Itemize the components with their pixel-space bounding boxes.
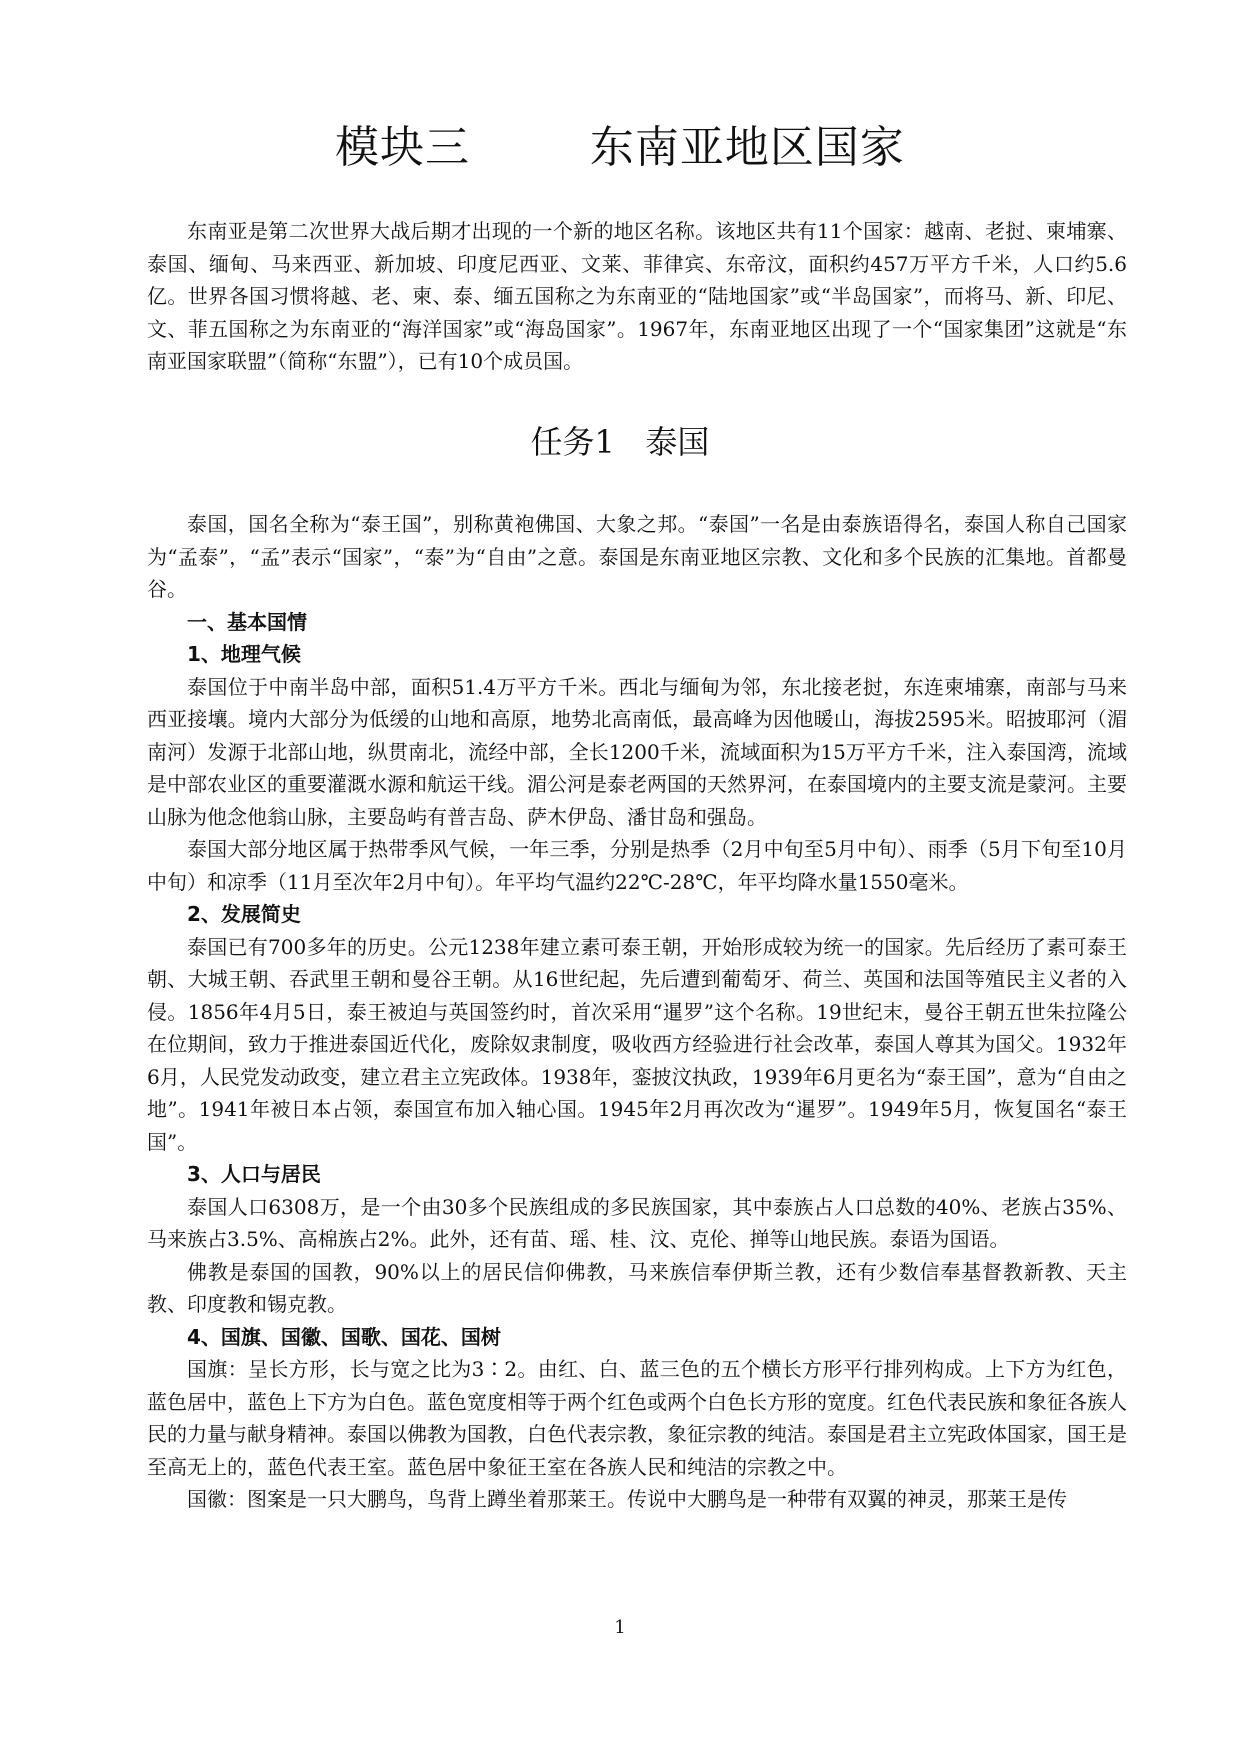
population-paragraph: 泰国人口6308万，是一个由30多个民族组成的多民族国家，其中泰族占人口总数的40%、老族占35%、马来族占3.5%、高棉族占2%。此外，还有苗、瑶、桂、汶、克伦、掸等山地民族。泰语为国语。 bbox=[147, 1194, 1127, 1251]
geography-paragraph: 泰国位于中南半岛中部，面积51.4万平方千米。西北与缅甸为邻，东北接老挝，东连柬埔寨，南部与马来西亚接壤。境内大部分为低缓的山地和高原，地势北高南低，最高峰为因他暖山，海拔2595米。昭披耶河（湄南河）发源于北部山地，纵贯南北，流经中部，全长1200千米，流域面积为15万平方千米，注入泰国湾，流域是中部农业区的重要灌溉水源和航运干线。湄公河是泰老两国的天然界河，在泰国境内的主要支流是蒙河。主要山脉为他念他翁山脉，主要岛屿有普吉岛、萨木伊岛、潘甘岛和强岛。 bbox=[147, 674, 1127, 829]
subsection-heading-population: 3、人口与居民 bbox=[187, 1162, 321, 1186]
task-title: 任务1 泰国 bbox=[530, 423, 710, 461]
overview-paragraph: 泰国，国名全称为“泰王国”，别称黄袍佛国、大象之邦。“泰国”一名是由泰族语得名，泰国人称自己国家为“孟泰”，“孟”表示“国家”，“泰”为“自由”之意。泰国是东南亚地区宗教、文化和多个民族的汇集地。首都曼谷。 bbox=[147, 512, 1127, 601]
emblem-paragraph: 国徽：图案是一只大鹏鸟，鸟背上蹲坐着那莱王。传说中大鹏鸟是一种带有双翼的神灵，那莱王是传 bbox=[187, 1487, 1067, 1511]
intro-section bbox=[147, 215, 1127, 378]
history-paragraph: 泰国已有700多年的历史。公元1238年建立素可泰王朝，开始形成较为统一的国家。先后经历了素可泰王朝、大城王朝、吞武里王朝和曼谷王朝。从16世纪起，先后遭到葡萄牙、荷兰、英国和法国等殖民主义者的入侵。1856年4月5日，泰王被迫与英国签约时，首次采用“暹罗”这个名称。19世纪末，曼谷王朝五世朱拉隆公在位期间，致力于推进泰国近代化，废除奴隶制度，吸收西方经验进行社会改革，泰国人尊其为国父。1932年6月，人民党发动政变，建立君主立宪政体。1938年，銮披汶执政，1939年6月更名为“泰王国”，意为“自由之地”。1941年被日本占领，泰国宣布加入轴心国。1945年2月再次改为“暹罗”。1949年5月，恢复国名“泰王国”。 bbox=[147, 934, 1127, 1154]
climate-paragraph: 泰国大部分地区属于热带季风气候，一年三季，分别是热季（2月中旬至5月中旬）、雨季（5月下旬至10月中旬）和凉季（11月至次年2月中旬）。年平均气温约22℃-28℃，年平均降水量1550毫米。 bbox=[147, 837, 1127, 894]
task-body bbox=[147, 508, 1127, 1516]
page-title: 模块三 东南亚地区国家 bbox=[335, 122, 905, 173]
subsection-heading-history: 2、发展简史 bbox=[187, 902, 301, 926]
subsection-heading-geography: 1、地理气候 bbox=[187, 642, 301, 666]
flag-paragraph: 国旗：呈长方形，长与宽之比为3∶2。由红、白、蓝三色的五个横长方形平行排列构成。上下方为红色，蓝色居中，蓝色上下方为白色。蓝色宽度相等于两个红色或两个白色长方形的宽度。红色代表民族和象征各族人民的力量与献身精神。泰国以佛教为国教，白色代表宗教，象征宗教的纯洁。泰国是君主立宪政体国家，国王是至高无上的，蓝色代表王室。蓝色居中象征王室在各族人民和纯洁的宗教之中。 bbox=[147, 1357, 1127, 1479]
intro-paragraph: 东南亚是第二次世界大战后期才出现的一个新的地区名称。该地区共有11个国家：越南、老挝、柬埔寨、泰国、缅甸、马来西亚、新加坡、印度尼西亚、文莱、菲律宾、东帝汶，面积约457万平方千米，人口约5.6亿。世界各国习惯将越、老、柬、泰、缅五国称之为东南亚的“陆地国家”或“半岛国家”，而将马、新、印尼、文、菲五国称之为东南亚的“海洋国家”或“海岛国家”。1967年，东南亚地区出现了一个“国家集团”这就是“东南亚国家联盟”（简称“东盟”），已有10个成员国。 bbox=[147, 219, 1127, 373]
subsection-heading-symbols: 4、国旗、国徽、国歌、国花、国树 bbox=[187, 1324, 501, 1349]
religion-paragraph: 佛教是泰国的国教，90%以上的居民信仰佛教，马来族信奉伊斯兰教，还有少数信奉基督教新教、天主教、印度教和锡克教。 bbox=[147, 1259, 1127, 1316]
page-number: 1 bbox=[614, 1617, 626, 1638]
section-heading-basic-info: 一、基本国情 bbox=[187, 609, 307, 634]
